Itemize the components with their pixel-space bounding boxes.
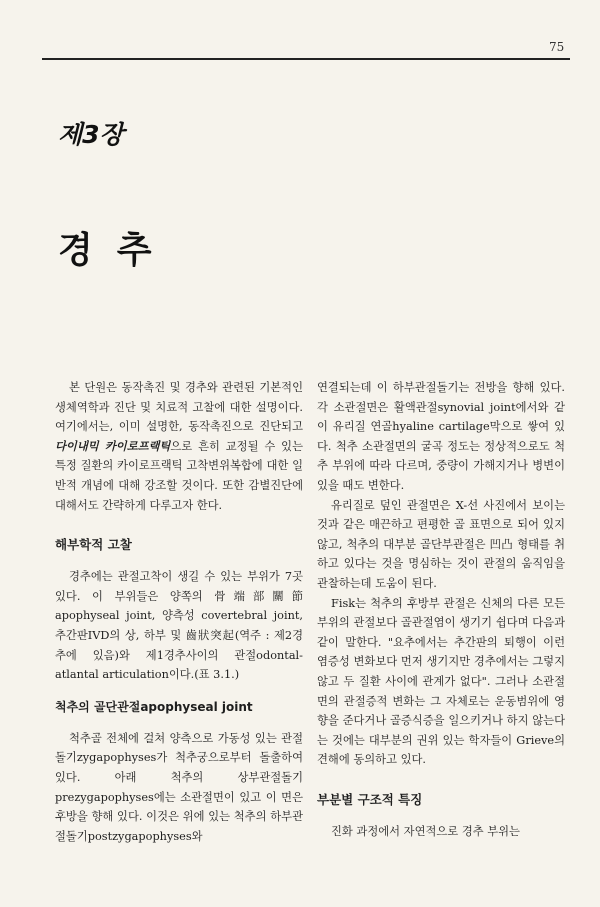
intro-paragraph — [55, 378, 303, 515]
right-paragraph-2: 유리질로 덮인 관절면은 X-선 사진에서 보이는 것과 같은 매끈하고 편평한 골 표면으로 되어 있지 않고, 척추의 대부분 골단부관절은 凹凸 형태를 취하고 있다는 것을 명심하는 것이 관절의 움직임을 관찰하는데 도움이 된다. — [317, 498, 565, 590]
chapter-title: 경추 — [58, 230, 176, 271]
left-column — [55, 378, 303, 846]
section-heading-anatomy: 해부학적 고찰 — [55, 537, 132, 553]
anatomy-paragraph: 경추에는 관절고착이 생길 수 있는 부위가 7곳 있다. 이 부위들은 양쪽의 骨端部關節apophyseal joint, 양측성 covertebral joint, 추간판IVD의 상, 하부 및 齒狀突起(역주 : 제2경추에 있음)와 제1경추사이의 관절odontal-atlantal articulation이다.(표 3.1.) — [55, 570, 303, 682]
right-paragraph-4: 진화 과정에서 자연적으로 경추 부위는 — [331, 824, 520, 838]
intro-text-a: 본 단원은 동작촉진 및 경추와 관련된 기본적인 생체역학과 진단 및 치료적 고찰에 대한 설명이다. 여기에서는, 이미 설명한, 동작촉진으로 진단되고 — [55, 381, 303, 434]
page-number: 75 — [549, 40, 565, 54]
right-paragraph-1: 연결되는데 이 하부관절돌기는 전방을 향해 있다. 각 소관절면은 활액관절synovial joint에서와 같이 유리질 연골hyaline cartilage막으로 쌓여 있다. 척추 소관절면의 굴곡 정도는 정상적으로도 척추 부위에 따라 다르며, 중량이 가해지거나 병변이 있을 때도 변한다. — [317, 381, 565, 492]
subsection-heading-apophyseal: 척추의 골단관절apophyseal joint — [55, 699, 253, 714]
apophyseal-paragraph: 척추골 전체에 걸쳐 양측으로 가동성 있는 관절돌기zygapophyses가 척추궁으로부터 돌출하여 있다. 아래 척추의 상부관절돌기prezygapophyses에는 소관절면이 있고 이 면은 후방을 향해 있다. 이것은 위에 있는 척추의 하부관절돌기postzygapophyses와 — [55, 731, 303, 843]
right-paragraph-3: Fisk는 척추의 후방부 관절은 신체의 다른 모든 부위의 관절보다 골관절염이 생기기 쉽다며 다음과 같이 말한다. "요추에서는 추간판의 퇴행이 이런 염증성 변화보다 먼저 생기지만 경추에서는 그렇지 않고 두 질환 사이에 관계가 없다". 그러나 소관절면의 관절증적 변화는 그 자체로는 운동범위에 영향을 준다거나 골증식증을 일으키거나 하지 않는다는 것에는 대부분의 권위 있는 학자들이 Grieve의 견해에 동의하고 있다. — [317, 596, 565, 767]
header-rule — [42, 58, 570, 60]
intro-emphasis: 다이내믹 카이로프랙틱 — [55, 439, 171, 453]
intro-text-b: 으로 흔히 교정될 수 있는 특정 질환의 카이로프랙틱 고착변위복합에 대한 일반적 개념에 대해 강조할 것이다. 또한 감별진단에 대해서도 간략하게 다루고자 한다. — [55, 439, 304, 512]
section-heading-structure: 부분별 구조적 특징 — [317, 791, 423, 807]
chapter-label: 제3장 — [58, 120, 124, 149]
right-column — [317, 378, 565, 841]
